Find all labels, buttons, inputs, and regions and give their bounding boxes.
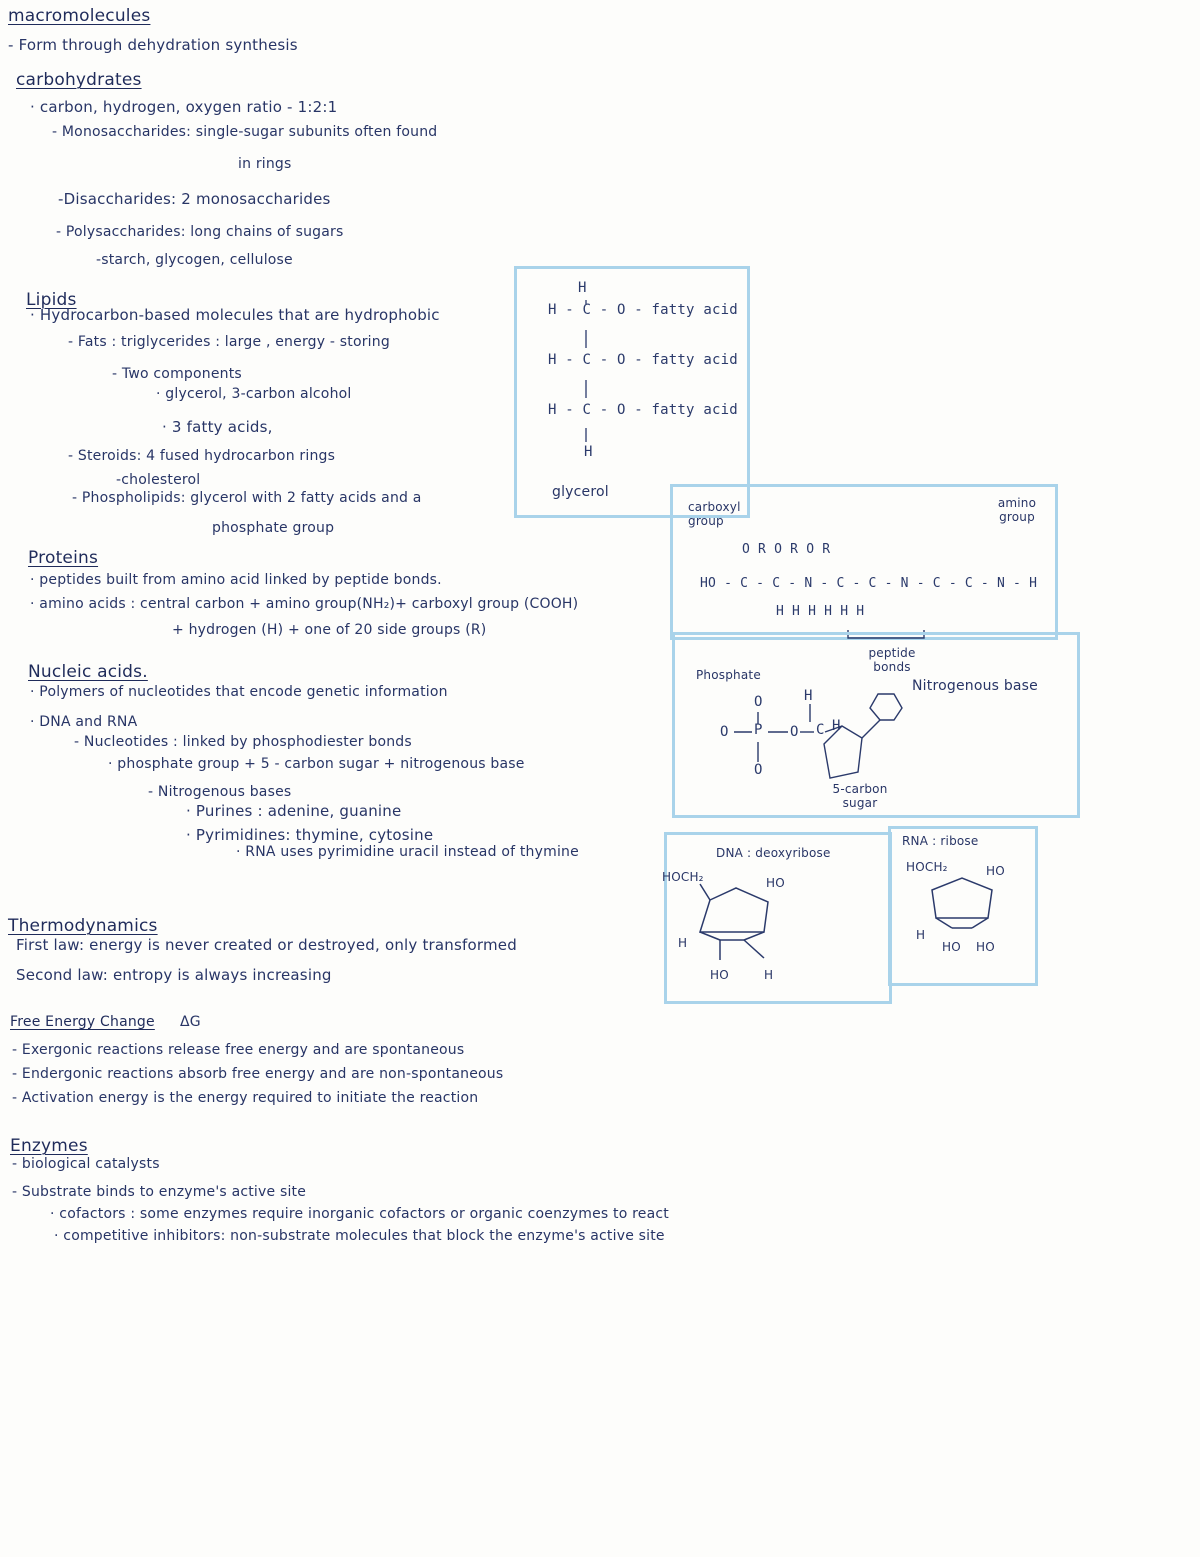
five-carbon-sugar-label: 5-carbon sugar xyxy=(832,782,888,810)
peptide-main-row: HO - C - C - N - C - C - N - C - C - N - H xyxy=(700,576,1038,591)
disaccharides-line: -Disaccharides: 2 monosaccharides xyxy=(58,190,331,208)
rna-h-left: H xyxy=(916,928,926,942)
peptide-bonds-label: peptide bonds xyxy=(868,646,916,674)
monosaccharides-line2: in rings xyxy=(238,156,292,172)
biological-catalysts-line: - biological catalysts xyxy=(12,1156,160,1172)
glycerol-line: · glycerol, 3-carbon alcohol xyxy=(156,386,352,402)
carboxyl-group-label: carboxyl group xyxy=(688,500,741,528)
ribose-ring xyxy=(918,872,1018,952)
thermodynamics-heading: Thermodynamics xyxy=(8,916,158,936)
cofactors-line: · cofactors : some enzymes require inorganic cofactors or organic coenzymes to react xyxy=(50,1206,669,1222)
macromolecules-heading: macromolecules xyxy=(8,6,151,26)
dna-h-left: H xyxy=(678,936,688,950)
second-law-line: Second law: entropy is always increasing xyxy=(16,966,332,984)
enzymes-heading: Enzymes xyxy=(10,1136,88,1156)
first-law-line: First law: energy is never created or destroyed, only transformed xyxy=(16,936,517,954)
glycerol-label: glycerol xyxy=(552,484,609,500)
rna-ho-top: HO xyxy=(986,864,1005,878)
fatty-acids-line: · 3 fatty acids, xyxy=(162,418,273,436)
two-components-line: - Two components xyxy=(112,366,242,382)
peptide-bottom-row: H H H H H H xyxy=(776,604,865,619)
substrate-binds-line: - Substrate binds to enzyme's active site xyxy=(12,1184,307,1200)
purines-line: · Purines : adenine, guanine xyxy=(186,802,402,820)
amino-group-label: amino group xyxy=(997,496,1037,524)
competitive-inhibitors-line: · competitive inhibitors: non-substrate molecules that block the enzyme's active site xyxy=(54,1228,665,1244)
dna-deoxyribose-label: DNA : deoxyribose xyxy=(716,846,831,860)
glycerol-h-bottom: H xyxy=(584,444,593,460)
rna-ho-bottom-1: HO xyxy=(942,940,961,954)
deoxyribose-ring xyxy=(680,880,790,970)
lipids-definition: · Hydrocarbon-based molecules that are hydrophobic xyxy=(30,306,440,324)
free-energy-heading: Free Energy Change xyxy=(10,1014,155,1030)
rna-hoch2: HOCH₂ xyxy=(906,860,948,874)
rna-ho-bottom-2: HO xyxy=(976,940,995,954)
peptides-line: · peptides built from amino acid linked by peptide bonds. xyxy=(30,572,442,588)
macromolecules-intro: - Form through dehydration synthesis xyxy=(8,36,298,54)
glycerol-row-2: H - C - O - fatty acid xyxy=(548,352,738,368)
endergonic-line: - Endergonic reactions absorb free energy and are non-spontaneous xyxy=(12,1066,504,1082)
cholesterol-line: -cholesterol xyxy=(116,472,201,488)
nitrogenous-base-label: Nitrogenous base xyxy=(912,678,1038,694)
atom-c: C xyxy=(816,722,825,738)
atom-h-right: H xyxy=(832,718,841,734)
dna-ho-top: HO xyxy=(766,876,785,890)
atom-h-top: H xyxy=(804,688,813,704)
nucleic-acids-heading: Nucleic acids. xyxy=(28,662,148,682)
nitrogenous-bases-line: - Nitrogenous bases xyxy=(148,784,292,800)
dna-rna-line: · DNA and RNA xyxy=(30,714,138,730)
fats-line: - Fats : triglycerides : large , energy - storing xyxy=(68,334,390,350)
rna-uracil-line: · RNA uses pyrimidine uracil instead of thymine xyxy=(236,844,579,860)
polysaccharides-line: - Polysaccharides: long chains of sugars xyxy=(56,224,344,240)
carbohydrates-ratio: · carbon, hydrogen, oxygen ratio - 1:2:1 xyxy=(30,98,338,116)
nucleotides-polymers-line: · Polymers of nucleotides that encode genetic information xyxy=(30,684,448,700)
pyrimidines-line: · Pyrimidines: thymine, cytosine xyxy=(186,826,434,844)
phospholipids-line1: - Phospholipids: glycerol with 2 fatty acids and a xyxy=(72,490,422,506)
lipids-heading: Lipids xyxy=(26,290,77,310)
atom-o-left: O xyxy=(720,724,729,740)
steroids-line: - Steroids: 4 fused hydrocarbon rings xyxy=(68,448,336,464)
peptide-top-row: O R O R O R xyxy=(742,542,831,557)
phospholipids-line2: phosphate group xyxy=(212,520,335,536)
proteins-heading: Proteins xyxy=(28,548,99,568)
glycerol-bond-lines xyxy=(576,300,596,460)
glycerol-row-1: H - C - O - fatty acid xyxy=(548,302,738,318)
atom-o-mid: O xyxy=(790,724,799,740)
delta-g-symbol: ΔG xyxy=(180,1014,201,1030)
atom-p: P xyxy=(754,722,763,738)
amino-acids-line2: + hydrogen (H) + one of 20 side groups (R) xyxy=(172,622,487,638)
dna-ho-bottom: HO xyxy=(710,968,729,982)
glycerol-row-3: H - C - O - fatty acid xyxy=(548,402,738,418)
monosaccharides-line1: - Monosaccharides: single-sugar subunits often found xyxy=(52,124,438,140)
amino-acids-line1: · amino acids : central carbon + amino group(NH₂)+ carboxyl group (COOH) xyxy=(30,596,579,612)
dna-h-bottom: H xyxy=(764,968,774,982)
atom-o-top: O xyxy=(754,694,763,710)
nucleotides-line: - Nucleotides : linked by phosphodiester bonds xyxy=(74,734,412,750)
dna-hoch2: HOCH₂ xyxy=(662,870,704,884)
activation-energy-line: - Activation energy is the energy required to initiate the reaction xyxy=(12,1090,479,1106)
phosphate-sugar-base-line: · phosphate group + 5 - carbon sugar + nitrogenous base xyxy=(108,756,525,772)
carbohydrates-heading: carbohydrates xyxy=(16,70,142,90)
rna-ribose-label: RNA : ribose xyxy=(902,834,979,848)
atom-o-bottom: O xyxy=(754,762,763,778)
exergonic-line: - Exergonic reactions release free energy and are spontaneous xyxy=(12,1042,465,1058)
polysaccharides-examples: -starch, glycogen, cellulose xyxy=(96,252,293,268)
phosphate-label: Phosphate xyxy=(696,668,761,682)
glycerol-h-top: H xyxy=(578,280,587,296)
